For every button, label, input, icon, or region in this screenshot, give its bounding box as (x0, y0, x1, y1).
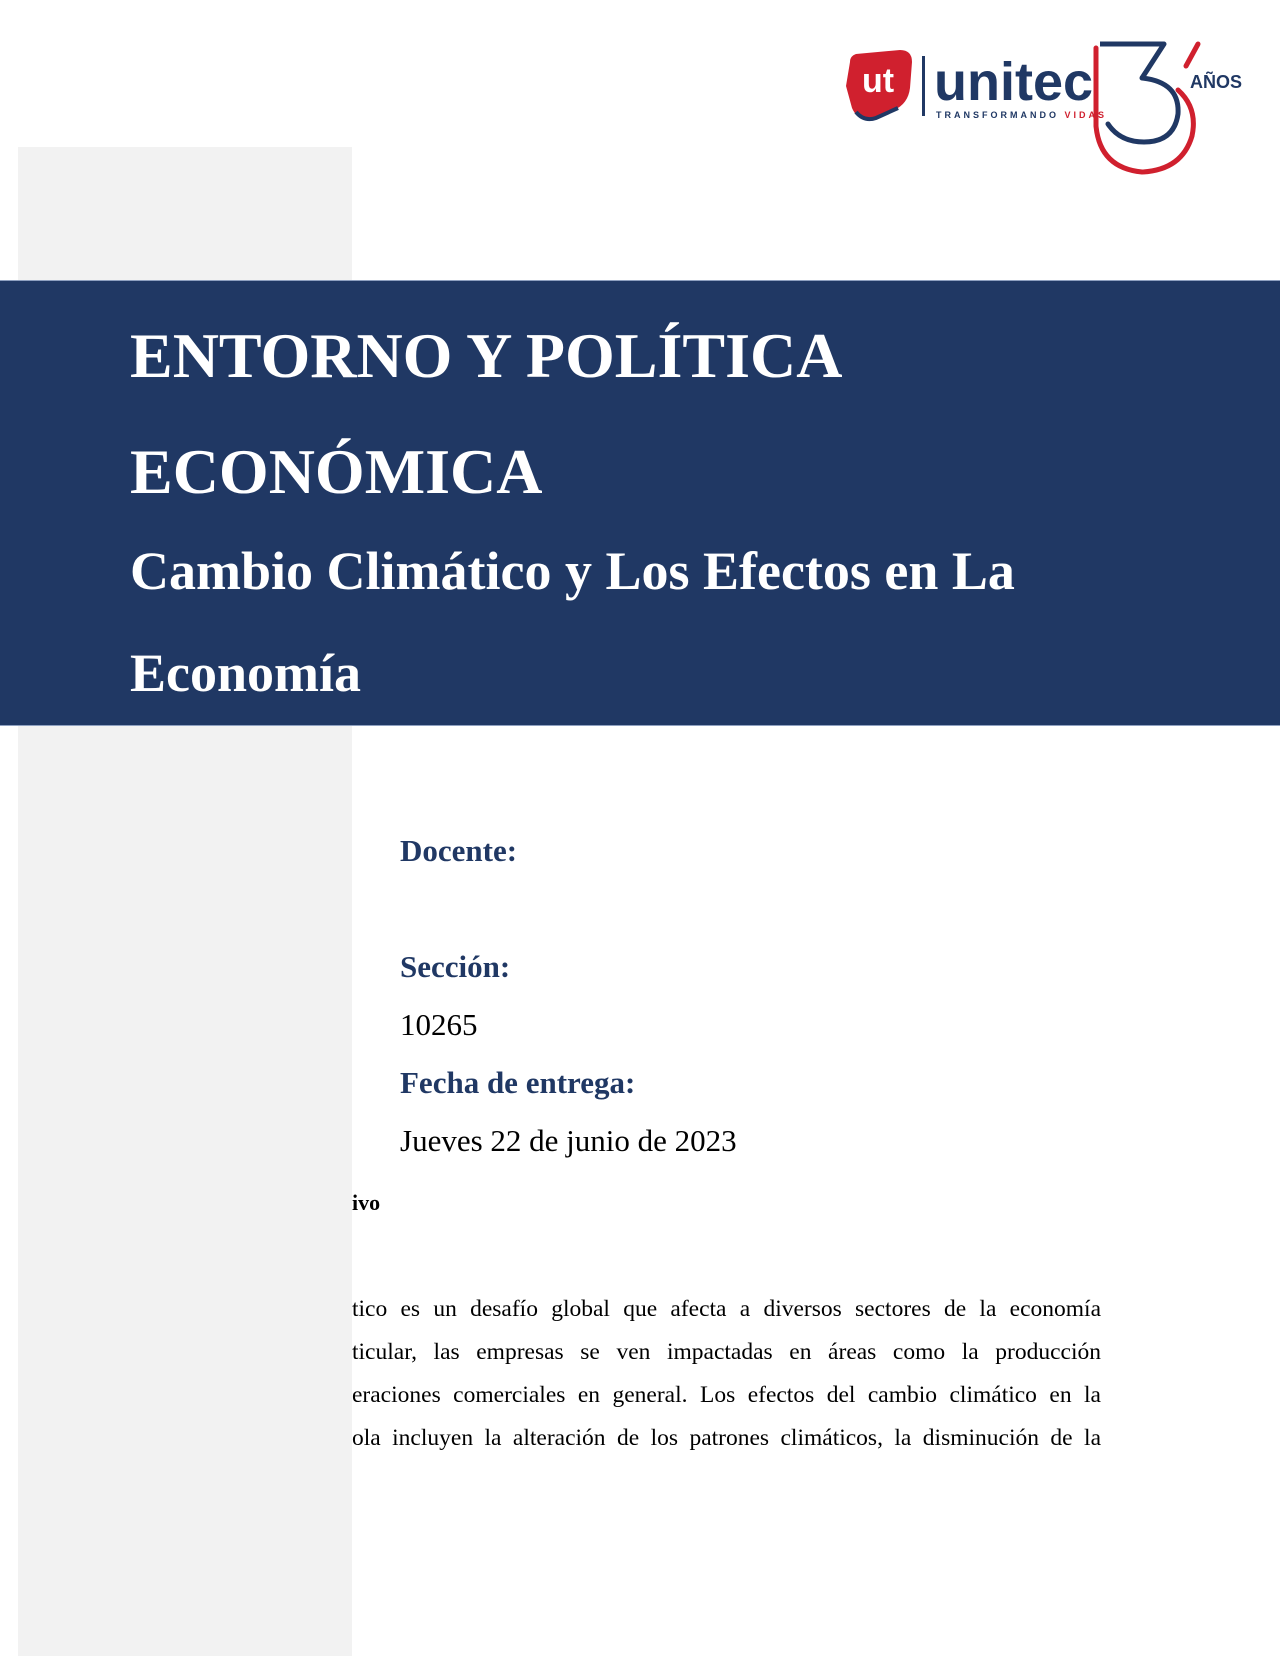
body-line-1: tico es un desafío global que afecta a diversos sectores de la economía (352, 1296, 1101, 1322)
seccion-value: 10265 (400, 1007, 478, 1042)
document-subtitle (130, 520, 1230, 724)
tagline-main: TRANSFORMANDO (936, 110, 1059, 120)
document-title (130, 298, 1230, 530)
anniversary-label: AÑOS (1190, 72, 1243, 92)
body-line-4: ola incluyen la alteración de los patrones climáticos, la disminución de la (352, 1425, 1101, 1451)
unitec-logo-graphic (842, 38, 1252, 178)
body-line-2: ticular, las empresas se ven impactadas en áreas como la producción (352, 1339, 1101, 1365)
fecha-label: Fecha de entrega: (400, 1065, 636, 1100)
section-heading-fragment: ivo (352, 1190, 381, 1215)
seccion-label: Sección: (400, 949, 511, 984)
body-paragraph (352, 1288, 1101, 1468)
docente-label: Docente: (400, 833, 518, 868)
svg-text:TRANSFORMANDO VIDAS (936, 110, 1107, 120)
unitec-logo (842, 38, 1252, 178)
title-line-1: ENTORNO Y POLÍTICA (130, 320, 843, 391)
fecha-value: Jueves 22 de junio de 2023 (400, 1123, 737, 1158)
brand-name: unitec (934, 52, 1094, 112)
subtitle-line-2: Economía (130, 643, 362, 703)
badge-text: ut (862, 62, 895, 100)
body-line-3: eraciones comerciales en general. Los efectos del cambio climático en la (352, 1382, 1101, 1408)
title-line-2: ECONÓMICA (130, 436, 543, 507)
tagline-accent: VIDAS (1064, 110, 1108, 120)
subtitle-line-1: Cambio Climático y Los Efectos en La (130, 541, 1015, 601)
